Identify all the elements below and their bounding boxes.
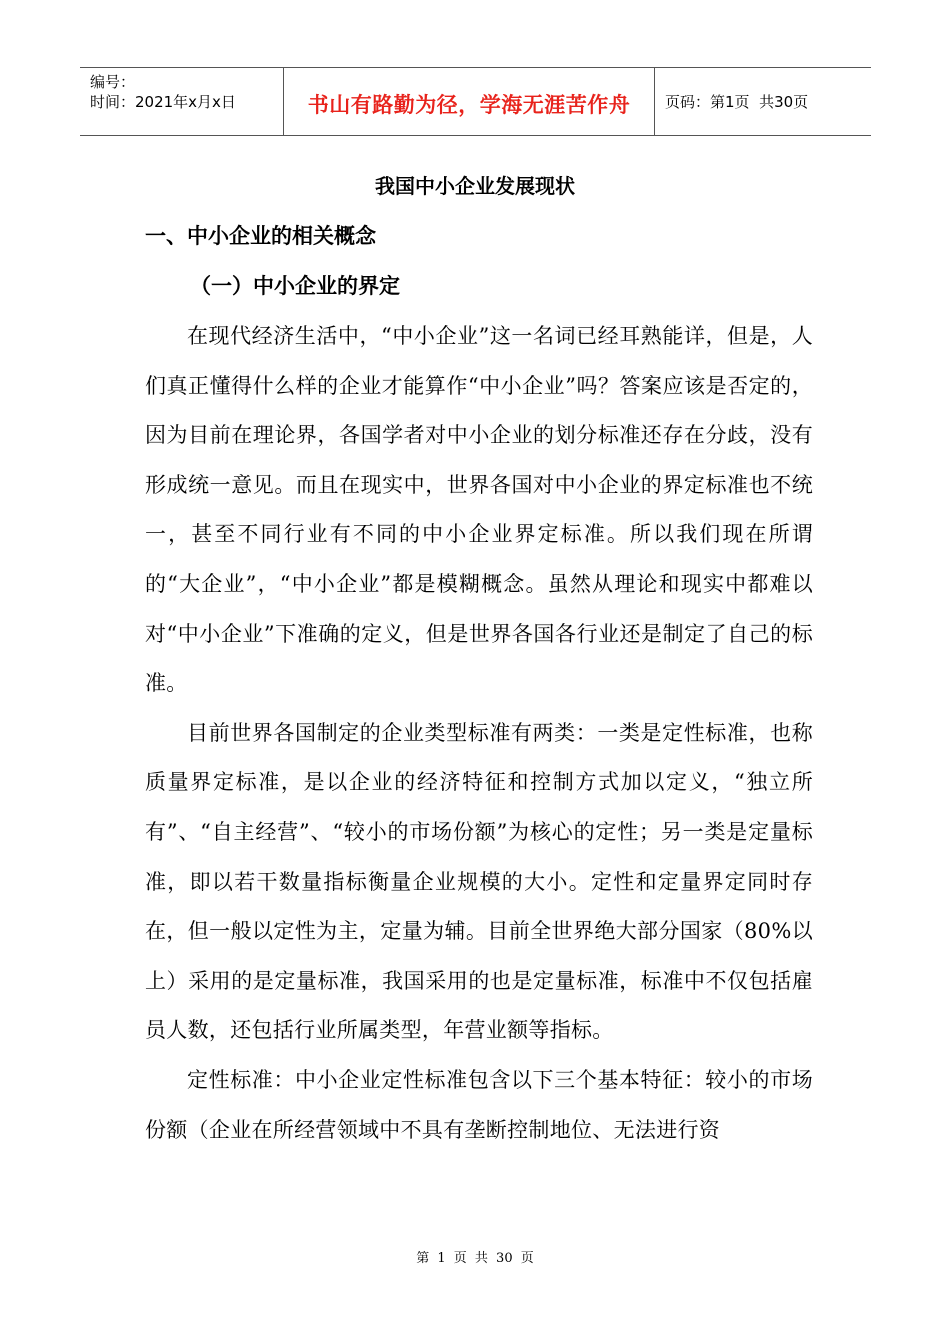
paragraph-3: 定性标准：中小企业定性标准包含以下三个基本特征：较小的市场份额（企业在所经营领域中不具有垄断控制地位、无法进行资 [145,1067,813,1142]
paragraph-1: 在现代经济生活中，“中小企业”这一名词已经耳熟能详，但是，人们真正懂得什么样的企业才能算作“中小企业”吗？答案应该是否定的，因为目前在理论界，各国学者对中小企业的划分标准还存在分歧，没有形成统一意见。而且在现实中，世界各国对中小企业的界定标准也不统一，甚至不同行业有不同的中小企业界定标准。所以我们现在所谓的“大企业”，“中小企业”都是模糊概念。虽然从理论和现实中都难以对“中小企业”下准确的定义，但是世界各国各行业还是制定了自己的标准。 [145,324,813,696]
paragraph-2: 目前世界各国制定的企业类型标准有两类：一类是定性标准，也称质量界定标准，是以企业的经济特征和控制方式加以定义，“独立所有”、“自主经营”、“较小的市场份额”为核心的定性；另一类是定量标准，即以若干数量指标衡量企业规模的大小。定性和定量界定同时存在，但一般以定性为主，定量为辅。目前全世界绝大部分国家（80%以上）采用的是定量标准，我国采用的也是定量标准，标准中不仅包括雇员人数，还包括行业所属类型，年营业额等指标。 [145,720,813,1043]
document-title: 我国中小企业发展现状 [375,174,575,198]
motto-text: 书山有路勤为径，学海无涯苦作舟 [307,92,631,117]
page-code: 页码：第1页 共30页 [665,93,809,111]
header-table [80,67,871,136]
section-heading: 一、中小企业的相关概念 [145,224,376,248]
time-label: 时间：2021年x月x日 [90,93,236,111]
header-meta-cell [80,68,283,135]
document-body [145,312,813,1155]
header-motto-cell [283,68,655,135]
number-label: 编号： [90,73,136,91]
page-footer: 第 1 页 共 30 页 [416,1251,534,1266]
header-page-cell [655,68,871,135]
subsection-heading: （一）中小企业的界定 [190,274,400,298]
